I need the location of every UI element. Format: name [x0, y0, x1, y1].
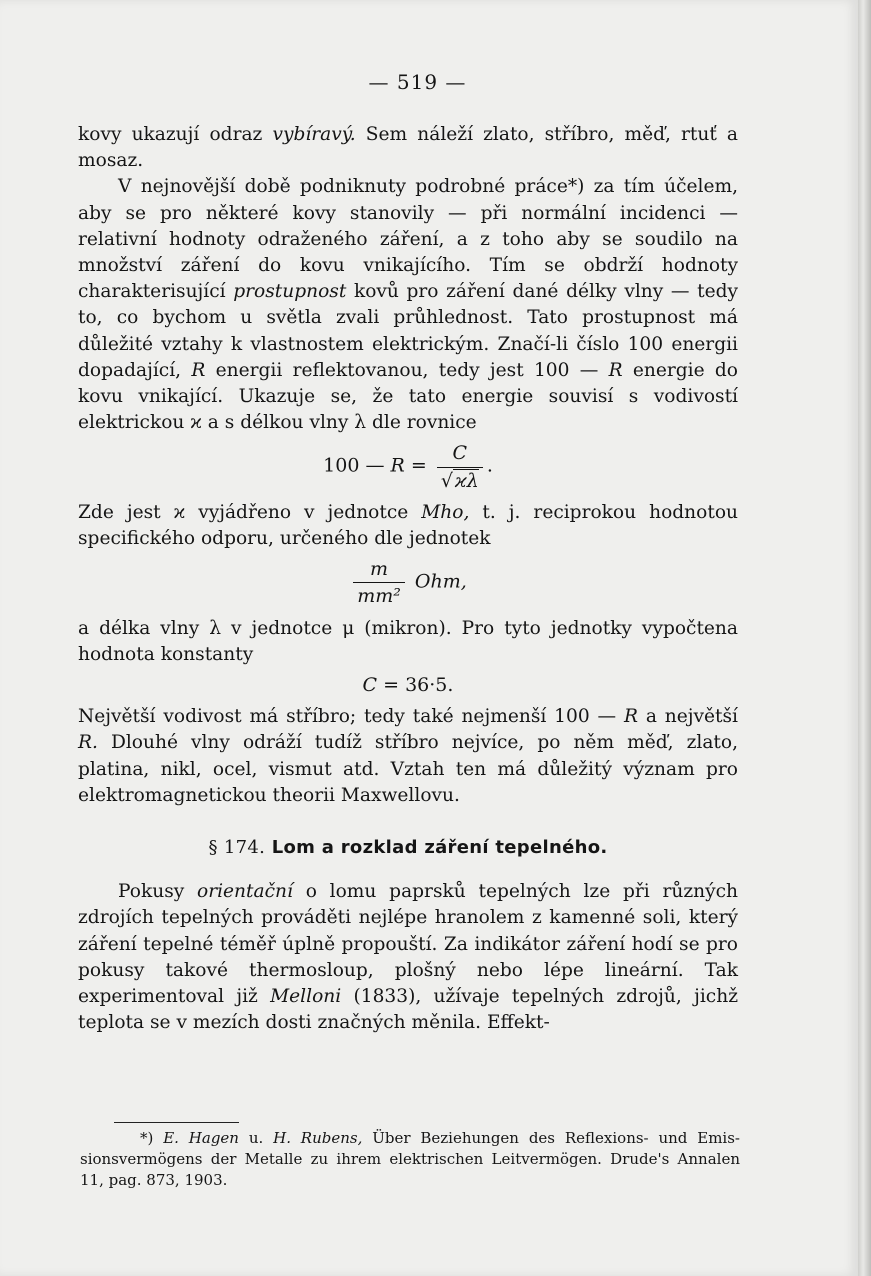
- paragraph-3: Zde jest ϰ vyjádřeno v jednotce Mho, t. j. reciprokou hodnotou specifického odporu, určeného dle jednotek: [78, 501, 738, 550]
- paragraph-2: V nejnovější době podniknuty podrobné práce*) za tím účelem, aby se pro některé kovy stanovily — při normální incidenci — relativní hodnoty odraženého záření, a z toho aby se soudilo na množství záření do kovu vnikajícího. Tím se obdrží hodnoty charakterisující prostupnost kovů pro záření dané délky vlny — tedy to, co bychom u světla zvali průhlednost. Tato prostupnost má důležité vztahy k vlastnostem elektrickým. Značí-li číslo 100 energii dopadající, R energii reflektovanou, tedy jest 100 — R energie do kovu vnikající. Ukazuje se, že tato energie souvisí s vodivostí elektrickou ϰ a s délkou vlny λ dle rovnice: [78, 176, 738, 434]
- section-heading: § 174. Lom a rozklad záření tepelného.: [208, 837, 608, 859]
- equation-units: $\frac{m}{\text{mm²}}$ Ohm,: [78, 556, 738, 609]
- paragraph-5: Největší vodivost má stříbro; tedy také nejmenší 100 — R a největší R. Dlouhé vlny odráží tudíž stříbro nejvíce, po něm měď, zlato, platina, nikl, ocel, vismut atd. Vztah ten má důležitý význam pro elektromagnetickou theorii Maxwellovu.: [78, 706, 738, 806]
- equation-constant: C = 36·5.: [362, 674, 454, 697]
- page-edge: [858, 0, 871, 1276]
- page-body: [78, 122, 738, 1037]
- fraction: $\frac{C}{√ ϰ\lambda}$: [437, 440, 483, 493]
- page-number: — 519 —: [368, 70, 467, 94]
- paragraph-4: a délka vlny λ v jednotce μ (mikron). Pro tyto jednotky vypočtena hodnota konstanty: [78, 617, 738, 665]
- fraction: $\frac{m}{\text{mm²}}$: [353, 556, 405, 609]
- paragraph-1: kovy ukazují odraz vybíravý. Sem náleží zlato, stříbro, měď, rtuť a mosaz.: [78, 124, 738, 172]
- footnote-divider: [114, 1122, 239, 1123]
- paragraph-6: Pokusy orientační o lomu paprsků tepelných lze při různých zdrojích tepelných prováděti nejlépe hranolem z kamenné soli, který záření tepelné téměř úplně propouští. Za indikátor záření hodí se pro pokusy takové thermosloup, plošný nebo lépe lineární. Tak experimentoval již Melloni (1833), užívaje tepelných zdrojů, jichž teplota se v mezích dosti značných měnila. Effekt-: [78, 881, 738, 1034]
- footnote: *) E. Hagen u. H. Rubens, Über Beziehungen des Reflexions- und Emissionsvermögens der Metalle zu ihrem elektrischen Leitvermögen. Drude's Annalen 11, pag. 873, 1903.: [80, 1129, 740, 1189]
- equation-reflection: 100 — R = $\frac{C}{√ ϰ\lambda}$ .: [78, 440, 738, 493]
